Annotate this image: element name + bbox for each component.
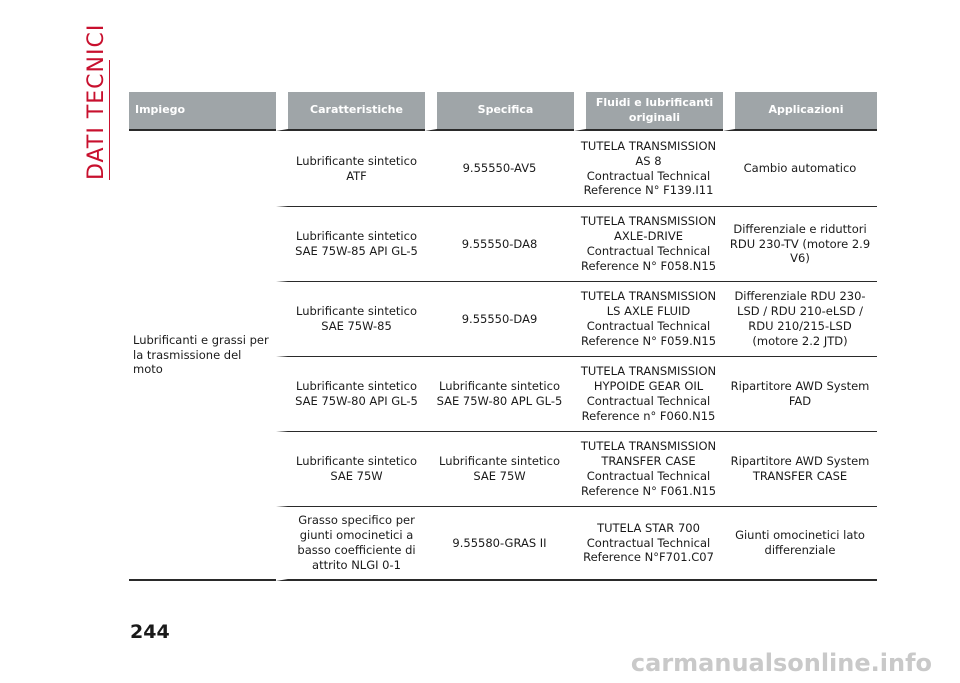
table-header-row xyxy=(129,92,877,131)
fluidi-reference: Contractual Technical Reference N° F061.N15 xyxy=(580,469,717,498)
header-specifica: Specifica xyxy=(425,92,574,131)
table-row xyxy=(129,131,877,207)
impiego-cell: Lubrificanti e grassi per la trasmissione del moto xyxy=(129,131,276,581)
fluidi-product: TUTELA STAR 700 xyxy=(597,520,700,535)
specifica-cell: 9.55580-GRAS II xyxy=(425,507,574,581)
applicazioni-cell: Ripartitore AWD System TRANSFER CASE xyxy=(723,432,877,507)
fluidi-reference: Contractual Technical Reference N° F139.I11 xyxy=(583,168,714,198)
specifica-cell: 9.55550-DA9 xyxy=(425,282,574,357)
caratteristiche-cell: Lubrificante sintetico SAE 75W xyxy=(276,432,425,507)
caratteristiche-cell: Lubrificante sintetico SAE 75W-80 API GL-5 xyxy=(276,357,425,432)
specifica-cell: 9.55550-DA8 xyxy=(425,207,574,282)
fluidi-cell xyxy=(574,282,723,357)
header-fluidi: Fluidi e lubrificanti originali xyxy=(574,92,723,131)
fluidi-reference: Contractual Technical Reference n° F060.N15 xyxy=(581,394,716,423)
fluidi-product: TUTELA TRANSMISSION AS 8 xyxy=(580,138,717,168)
applicazioni-cell: Giunti omocinetici lato differenziale xyxy=(723,507,877,581)
fluidi-product: TUTELA TRANSMISSION HYPOIDE GEAR OIL xyxy=(580,364,717,394)
fluidi-cell xyxy=(574,357,723,432)
section-title-rule xyxy=(109,60,110,180)
specifica-cell: 9.55550-AV5 xyxy=(425,131,574,207)
specifica-cell: Lubrificante sintetico SAE 75W xyxy=(425,432,574,507)
caratteristiche-cell: Grasso specifico per giunti omocinetici a basso coefficiente di attrito NLGI 0-1 xyxy=(276,507,425,581)
fluidi-reference: Contractual Technical Reference N° F058.N15 xyxy=(580,244,717,273)
watermark: carmanualsonline.info xyxy=(630,649,932,677)
header-caratteristiche: Caratteristiche xyxy=(276,92,425,131)
applicazioni-cell: Cambio automatico xyxy=(723,131,877,207)
specifica-cell: Lubrificante sintetico SAE 75W-80 APL GL-5 xyxy=(425,357,574,432)
fluidi-product: TUTELA TRANSMISSION LS AXLE FLUID xyxy=(580,289,717,319)
header-applicazioni: Applicazioni xyxy=(723,92,877,131)
fluidi-reference: Contractual Technical Reference N°F701.C07 xyxy=(583,535,714,565)
section-title: DATI TECNICI xyxy=(84,23,109,180)
applicazioni-cell: Differenziale e riduttori RDU 230-TV (motore 2.9 V6) xyxy=(723,207,877,282)
applicazioni-cell: Ripartitore AWD System FAD xyxy=(723,357,877,432)
fluidi-cell xyxy=(574,432,723,507)
fluidi-reference: Contractual Technical Reference N° F059.N15 xyxy=(580,319,717,348)
caratteristiche-cell: Lubrificante sintetico SAE 75W-85 xyxy=(276,282,425,357)
lubricants-table xyxy=(129,92,877,581)
fluidi-cell xyxy=(574,507,723,581)
caratteristiche-cell: Lubrificante sintetico ATF xyxy=(276,131,425,207)
fluidi-cell xyxy=(574,207,723,282)
applicazioni-cell: Differenziale RDU 230-LSD / RDU 210-eLSD / RDU 210/215-LSD (motore 2.2 JTD) xyxy=(723,282,877,357)
fluidi-product: TUTELA TRANSMISSION AXLE-DRIVE xyxy=(580,214,717,244)
fluidi-product: TUTELA TRANSMISSION TRANSFER CASE xyxy=(580,439,717,469)
fluidi-cell xyxy=(574,131,723,207)
header-impiego: Impiego xyxy=(129,92,276,131)
page-number: 244 xyxy=(130,621,170,643)
caratteristiche-cell: Lubrificante sintetico SAE 75W-85 API GL-5 xyxy=(276,207,425,282)
